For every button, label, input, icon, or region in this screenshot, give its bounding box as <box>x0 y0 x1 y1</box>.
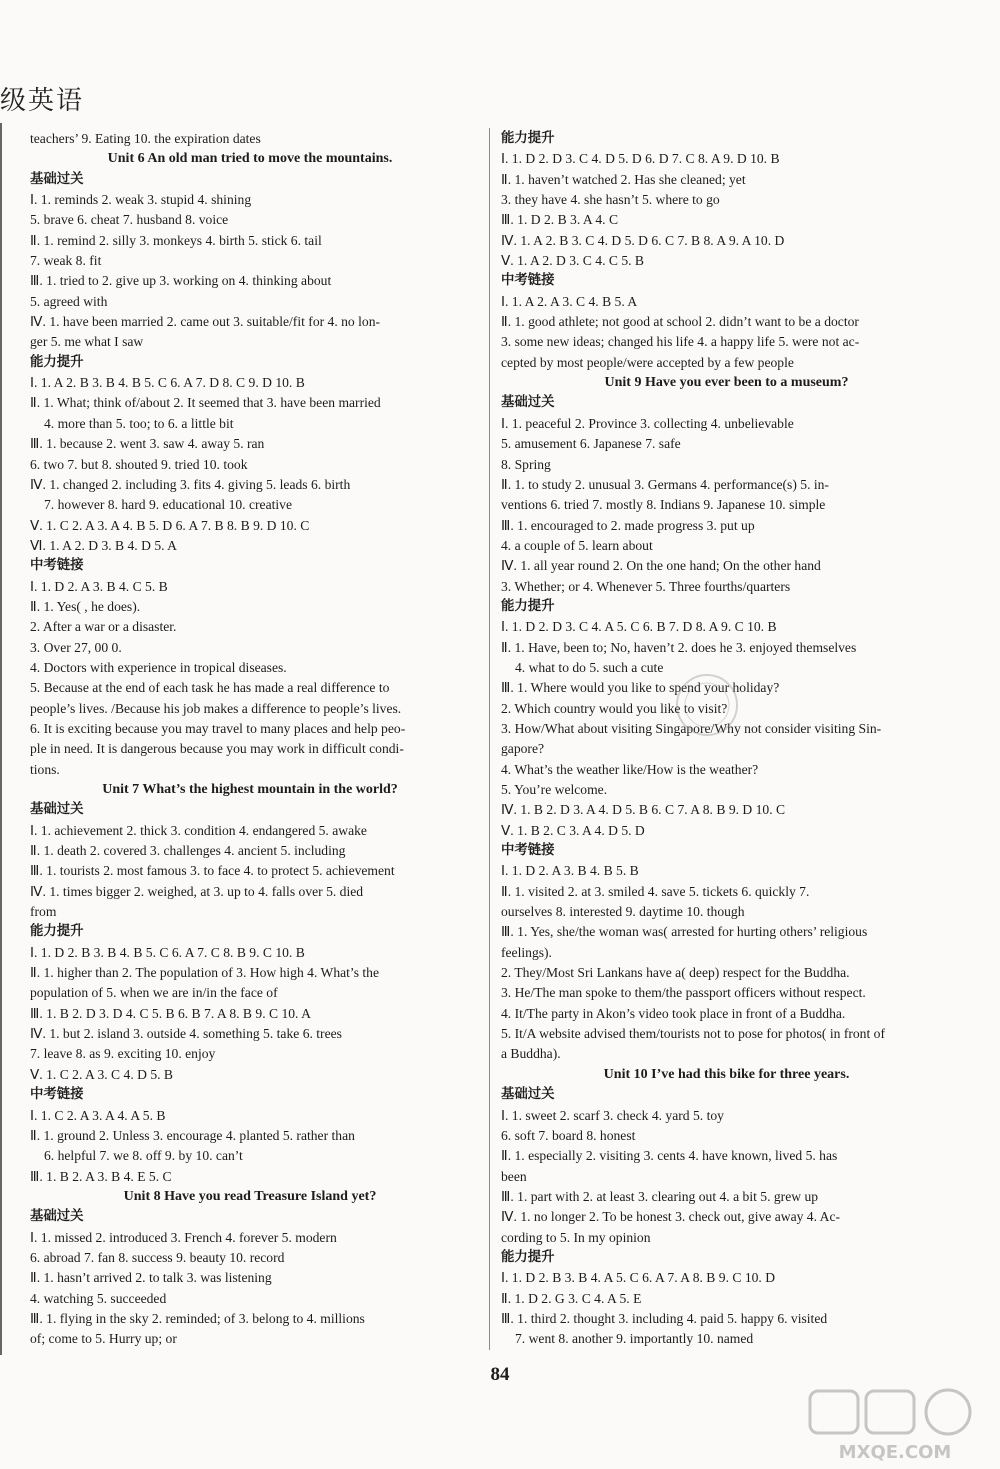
answer-line: Ⅰ. 1. A 2. A 3. C 4. B 5. A <box>501 293 638 309</box>
answer-line: ple in need. It is dangerous because you may work in difficult condi- <box>30 741 404 757</box>
section-heading: 基础过关 <box>30 1209 84 1225</box>
answer-line: Ⅲ. 1. B 2. D 3. D 4. C 5. B 6. B 7. A 8. B 9. C 10. A <box>30 1005 311 1021</box>
answer-line: 3. some new ideas; changed his life 4. a happy life 5. were not ac- <box>501 334 860 350</box>
answer-line: cepted by most people/were accepted by a few people <box>501 354 794 370</box>
answer-line: 2. After a war or a disaster. <box>30 619 177 635</box>
answer-line: Ⅱ. 1. visited 2. at 3. smiled 4. save 5. tickets 6. quickly 7. <box>501 883 810 899</box>
answer-line: Ⅱ. 1. ground 2. Unless 3. encourage 4. planted 5. rather than <box>30 1127 355 1143</box>
answer-line: Ⅲ. 1. tried to 2. give up 3. working on 4. thinking about <box>30 273 332 289</box>
answer-line: Ⅱ. 1. Have, been to; No, haven’t 2. does he 3. enjoyed themselves <box>501 639 857 655</box>
section-heading: 中考链接 <box>30 1087 84 1103</box>
answer-line: a Buddha). <box>501 1046 561 1062</box>
answer-line: from <box>30 904 57 920</box>
watermark-logo <box>800 1385 990 1465</box>
answer-line: 5. It/A website advised them/tourists not to pose for photos( in front of <box>501 1026 885 1042</box>
answer-line: Ⅲ. 1. Where would you like to spend your holiday? <box>501 680 780 696</box>
page-header-title: 级英语 <box>0 86 85 116</box>
answer-line: Ⅱ. 1. Yes( , he does). <box>30 598 141 614</box>
answer-line: Ⅴ. 1. B 2. C 3. A 4. D 5. D <box>501 822 645 838</box>
answer-line: feelings). <box>501 944 552 960</box>
answer-line: Ⅲ. 1. flying in the sky 2. reminded; of 3. belong to 4. millions <box>30 1310 365 1326</box>
answer-line: Ⅰ. 1. D 2. A 3. B 4. C 5. B <box>30 578 168 594</box>
answer-line: 4. more than 5. too; to 6. a little bit <box>44 415 234 431</box>
answer-line: 7. leave 8. as 9. exciting 10. enjoy <box>30 1046 216 1062</box>
answer-line: 3. Whether; or 4. Whenever 5. Three fourths/quarters <box>501 578 791 594</box>
answer-line: Ⅵ. 1. A 2. D 3. B 4. D 5. A <box>30 537 177 553</box>
answer-line: gapore? <box>501 741 545 757</box>
answer-line: Ⅲ. 1. Yes, she/the woman was( arrested for hurting others’ religious <box>501 924 868 940</box>
page-number: 84 <box>490 1364 510 1385</box>
watermark-text: MXQE.COM <box>838 1442 952 1463</box>
answer-line: Ⅰ. 1. sweet 2. scarf 3. check 4. yard 5. toy <box>501 1107 724 1123</box>
section-heading: 基础过关 <box>30 171 84 187</box>
answer-line: Ⅰ. 1. D 2. B 3. B 4. B 5. C 6. A 7. C 8. B 9. C 10. B <box>30 944 305 960</box>
answer-line: 4. a couple of 5. learn about <box>501 537 653 553</box>
answer-line: Ⅳ. 1. but 2. island 3. outside 4. something 5. take 6. trees <box>30 1026 342 1042</box>
answer-line: 5. Because at the end of each task he has made a real difference to <box>30 680 390 696</box>
unit-heading: Unit 10 I’ve had this bike for three years. <box>603 1066 850 1082</box>
answer-line: 5. You’re welcome. <box>501 782 608 797</box>
answer-line: Ⅱ. 1. remind 2. silly 3. monkeys 4. birth 5. stick 6. tail <box>30 232 322 248</box>
answer-line: Ⅴ. 1. C 2. A 3. A 4. B 5. D 6. A 7. B 8. B 9. D 10. C <box>30 517 310 533</box>
left-margin-rule <box>0 123 2 1355</box>
answer-line: 5. brave 6. cheat 7. husband 8. voice <box>30 212 229 228</box>
answer-line: Ⅲ. 1. tourists 2. most famous 3. to face 4. to protect 5. achievement <box>30 863 395 879</box>
answer-line: 6. It is exciting because you may travel to many places and help peo- <box>30 720 406 736</box>
unit-heading: Unit 7 What’s the highest mountain in the world? <box>102 782 398 797</box>
answer-line: population of 5. when we are in/in the face of <box>30 985 278 1001</box>
unit-heading: Unit 6 An old man tried to move the mountains. <box>107 151 393 167</box>
unit-heading: Unit 8 Have you read Treasure Island yet? <box>123 1188 377 1204</box>
answer-line: 3. How/What about visiting Singapore/Why not consider visiting Sin- <box>501 720 882 736</box>
section-heading: 基础过关 <box>501 395 555 411</box>
answer-line: 5. agreed with <box>30 293 108 309</box>
answer-line: Ⅱ. 1. hasn’t arrived 2. to talk 3. was listening <box>30 1270 272 1286</box>
answer-line: ger 5. me what I saw <box>30 334 144 350</box>
answer-line: 4. what to do 5. such a cute <box>515 659 664 675</box>
answer-line: 7. weak 8. fit <box>30 253 102 269</box>
faint-stamp-icon <box>672 670 742 740</box>
answer-line: Ⅰ. 1. achievement 2. thick 3. condition 4. endangered 5. awake <box>30 822 367 838</box>
section-heading: 能力提升 <box>30 354 84 370</box>
answer-line: Ⅴ. 1. A 2. D 3. C 4. C 5. B <box>501 253 644 269</box>
answer-line: 5. amusement 6. Japanese 7. safe <box>501 436 681 452</box>
section-heading: 能力提升 <box>501 598 555 614</box>
answer-line: teachers’ 9. Eating 10. the expiration dates <box>30 131 261 146</box>
answer-line: Ⅳ. 1. A 2. B 3. C 4. D 5. D 6. C 7. B 8. A 9. A 10. D <box>501 232 785 248</box>
answer-line: Ⅰ. 1. D 2. B 3. B 4. A 5. C 6. A 7. A 8. B 9. C 10. D <box>501 1270 776 1286</box>
answer-line: tions. <box>30 761 60 777</box>
section-heading: 能力提升 <box>30 924 84 940</box>
answer-line: Ⅰ. 1. missed 2. introduced 3. French 4. forever 5. modern <box>30 1229 337 1245</box>
section-heading: 基础过关 <box>30 802 84 818</box>
answer-line: 6. soft 7. board 8. honest <box>501 1127 636 1143</box>
answer-line: ourselves 8. interested 9. daytime 10. though <box>501 904 745 920</box>
answer-line: Ⅱ. 1. D 2. G 3. C 4. A 5. E <box>501 1290 642 1306</box>
answer-line: Ⅲ. 1. because 2. went 3. saw 4. away 5. ran <box>30 436 265 452</box>
answer-line: 6. two 7. but 8. shouted 9. tried 10. took <box>30 456 248 472</box>
answer-line: 7. went 8. another 9. importantly 10. named <box>515 1331 754 1347</box>
unit-heading: Unit 9 Have you ever been to a museum? <box>604 375 849 391</box>
answer-line: Ⅴ. 1. C 2. A 3. C 4. D 5. B <box>30 1066 173 1082</box>
answer-line: Ⅲ. 1. D 2. B 3. A 4. C <box>501 212 619 228</box>
answer-line: 4. It/The party in Akon’s video took place in front of a Buddha. <box>501 1005 846 1021</box>
answer-line: Ⅰ. 1. D 2. D 3. C 4. D 5. D 6. D 7. C 8. A 9. D 10. B <box>501 151 780 167</box>
answer-line: 4. watching 5. succeeded <box>30 1290 167 1306</box>
answer-line: 3. they have 4. she hasn’t 5. where to go <box>501 192 720 208</box>
answer-line: Ⅲ. 1. B 2. A 3. B 4. E 5. C <box>30 1168 172 1184</box>
answer-line: Ⅱ. 1. good athlete; not good at school 2. didn’t want to be a doctor <box>501 314 859 330</box>
answer-line: 2. Which country would you like to visit? <box>501 700 728 716</box>
answer-line: Ⅱ. 1. haven’t watched 2. Has she cleaned; yet <box>501 171 746 187</box>
answer-line: cording to 5. In my opinion <box>501 1229 651 1245</box>
answer-line: Ⅳ. 1. changed 2. including 3. fits 4. giving 5. leads 6. birth <box>30 476 351 492</box>
answer-line: Ⅱ. 1. to study 2. unusual 3. Germans 4. performance(s) 5. in- <box>501 476 829 492</box>
answer-line: Ⅰ. 1. A 2. B 3. B 4. B 5. C 6. A 7. D 8. C 9. D 10. B <box>30 375 305 391</box>
column-divider <box>489 128 490 1350</box>
answer-line: 4. Doctors with experience in tropical diseases. <box>30 659 287 675</box>
answer-line: Ⅰ. 1. reminds 2. weak 3. stupid 4. shining <box>30 192 252 208</box>
answer-line: Ⅱ. 1. death 2. covered 3. challenges 4. ancient 5. including <box>30 843 346 859</box>
answer-line: 2. They/Most Sri Lankans have a( deep) respect for the Buddha. <box>501 965 850 981</box>
answer-line: Ⅰ. 1. D 2. D 3. C 4. A 5. C 6. B 7. D 8. A 9. C 10. B <box>501 619 777 635</box>
answer-line: 6. helpful 7. we 8. off 9. by 10. can’t <box>44 1148 243 1164</box>
answer-line: Ⅲ. 1. part with 2. at least 3. clearing out 4. a bit 5. grew up <box>501 1188 819 1204</box>
answer-line: 3. Over 27, 00 0. <box>30 639 122 655</box>
section-heading: 能力提升 <box>501 131 555 146</box>
answer-line: Ⅱ. 1. higher than 2. The population of 3. How high 4. What’s the <box>30 965 380 981</box>
answer-line: of; come to 5. Hurry up; or <box>30 1331 177 1347</box>
section-heading: 中考链接 <box>501 273 555 289</box>
answer-line: Ⅱ. 1. What; think of/about 2. It seemed that 3. have been married <box>30 395 381 411</box>
answer-line: Ⅳ. 1. B 2. D 3. A 4. D 5. B 6. C 7. A 8. B 9. D 10. C <box>501 802 786 818</box>
answer-line: been <box>501 1168 527 1184</box>
answer-line: Ⅲ. 1. third 2. thought 3. including 4. paid 5. happy 6. visited <box>501 1310 828 1326</box>
answer-line: Ⅳ. 1. no longer 2. To be honest 3. check out, give away 4. Ac- <box>501 1209 841 1225</box>
answer-line: people’s lives. /Because his job makes a difference to people’s lives. <box>30 700 402 716</box>
answer-line: Ⅰ. 1. C 2. A 3. A 4. A 5. B <box>30 1107 166 1123</box>
answer-line: 8. Spring <box>501 456 551 472</box>
section-heading: 能力提升 <box>501 1249 555 1265</box>
section-heading: 中考链接 <box>30 558 84 574</box>
section-heading: 中考链接 <box>501 843 555 859</box>
answer-line: Ⅱ. 1. especially 2. visiting 3. cents 4. have known, lived 5. has <box>501 1148 838 1164</box>
answer-line: Ⅰ. 1. D 2. A 3. B 4. B 5. B <box>501 863 639 879</box>
answer-line: ventions 6. tried 7. mostly 8. Indians 9. Japanese 10. simple <box>501 497 826 513</box>
answer-line: Ⅲ. 1. encouraged to 2. made progress 3. put up <box>501 517 755 533</box>
answer-line: Ⅳ. 1. have been married 2. came out 3. suitable/fit for 4. no lon- <box>30 314 381 330</box>
answer-line: 7. however 8. hard 9. educational 10. creative <box>44 497 292 513</box>
answer-line: Ⅰ. 1. peaceful 2. Province 3. collecting 4. unbelievable <box>501 415 794 431</box>
answer-line: Ⅳ. 1. all year round 2. On the one hand; On the other hand <box>501 558 821 574</box>
answer-line: 3. He/The man spoke to them/the passport officers without respect. <box>501 985 866 1001</box>
answer-line: 6. abroad 7. fan 8. success 9. beauty 10. record <box>30 1249 285 1265</box>
answer-line: 4. What’s the weather like/How is the weather? <box>501 761 759 777</box>
section-heading: 基础过关 <box>501 1087 555 1103</box>
answer-line: Ⅳ. 1. times bigger 2. weighed, at 3. up to 4. falls over 5. died <box>30 883 364 899</box>
left-answer-column <box>30 129 470 1350</box>
